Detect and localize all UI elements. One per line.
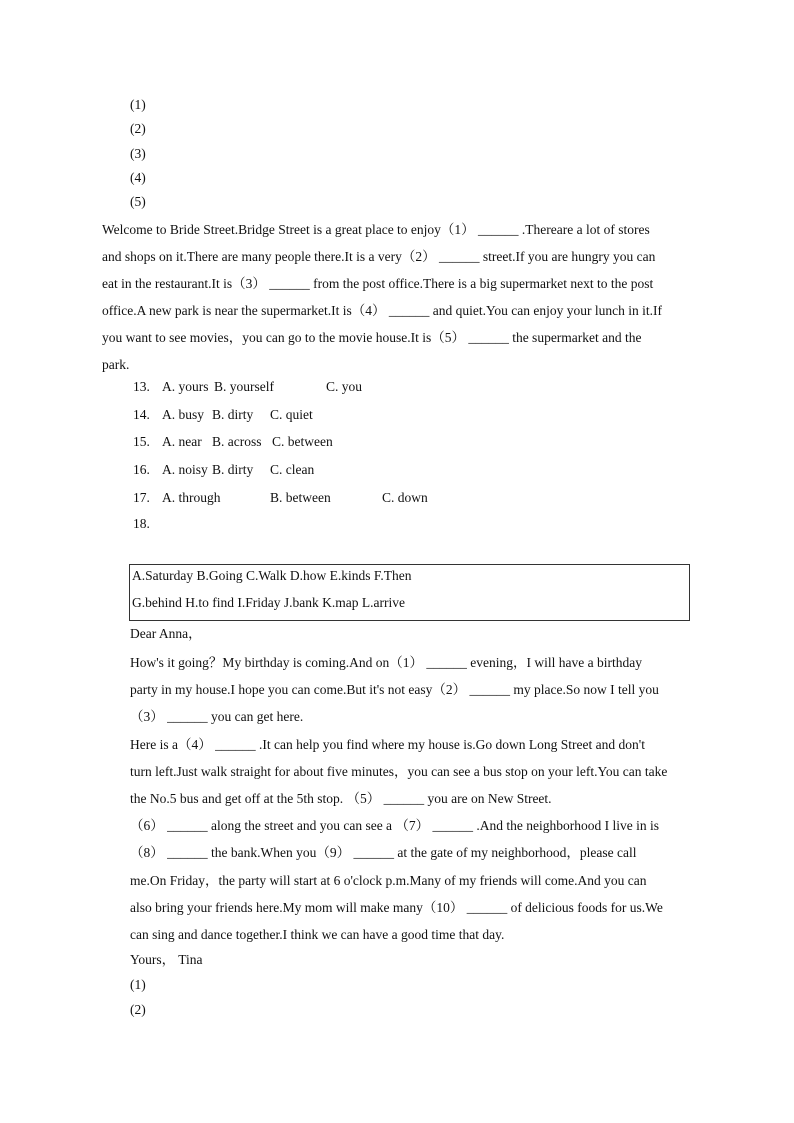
letter-line: How's it going？My birthday is coming.And on（1） ______ evening，I will have a birthday	[130, 655, 642, 670]
option-b: B. across	[212, 434, 262, 449]
letter-line: me.On Friday，the party will start at 6 o'clock p.m.Many of my friends will come.And you can	[130, 872, 647, 888]
option-c: C. between	[272, 434, 333, 449]
letter-line: Here is a（4） ______ .It can help you find where my house is.Go down Long Street and don't	[130, 736, 645, 752]
letter-line: also bring your friends here.My mom will make many（10） ______ of delicious foods for us.We	[130, 899, 663, 915]
reading-passage	[102, 216, 692, 378]
passage-line: you want to see movies，you can go to the movie house.It is（5） ______ the supermarket and the	[102, 330, 642, 345]
question-number: 16.	[133, 462, 150, 477]
passage-line: park.	[102, 357, 130, 372]
blank-label: (3)	[130, 146, 146, 161]
word-bank-box	[129, 564, 690, 621]
passage-line: and shops on it.There are many people there.It is a very（2） ______ street.If you are hungry you can	[102, 249, 656, 264]
letter-line: party in my house.I hope you can come.But it's not easy（2） ______ my place.So now I tell you	[130, 682, 659, 698]
letter-greeting: Dear Anna，	[130, 626, 202, 641]
option-c: C. quiet	[270, 407, 313, 422]
option-a: A. busy	[162, 407, 205, 422]
option-b: B. dirty	[212, 407, 254, 422]
option-c: C. clean	[270, 462, 315, 477]
letter-line: （8） ______ the bank.When you（9） ______ at the gate of my neighborhood，please call	[130, 845, 637, 861]
answer-blank-label: (1)	[130, 977, 146, 993]
option-b: B. dirty	[212, 462, 254, 477]
option-a: A. through	[162, 490, 221, 505]
letter-line: （6） ______ along the street and you can see a （7） ______ .And the neighborhood I live in is	[130, 818, 660, 834]
question-number: 14.	[133, 407, 150, 422]
option-c: C. you	[326, 379, 363, 394]
letter-signature: Yours， Tina	[130, 952, 203, 968]
letter-passage	[130, 624, 695, 1022]
question-number: 15.	[133, 434, 150, 449]
word-bank-row: A.Saturday B.Going C.Walk D.how E.kinds F.Then	[132, 568, 412, 583]
letter-line: can sing and dance together.I think we can have a good time that day.	[130, 927, 505, 943]
letter-line: turn left.Just walk straight for about five minutes，you can see a bus stop on your left.You can take	[130, 763, 668, 779]
option-b: B. yourself	[214, 379, 274, 394]
answer-blank-label: (2)	[130, 1002, 146, 1018]
option-c: C. down	[382, 490, 428, 505]
question-number: 18.	[133, 516, 150, 531]
question-number: 17.	[133, 490, 150, 505]
word-bank-row: G.behind H.to find I.Friday J.bank K.map L.arrive	[132, 595, 405, 610]
option-a: A. yours	[162, 379, 209, 394]
blank-label: (2)	[130, 121, 146, 136]
option-a: A. near	[162, 434, 202, 449]
question-number: 13.	[133, 379, 150, 394]
option-b: B. between	[270, 490, 331, 505]
blank-label: (5)	[130, 194, 146, 209]
blank-label: (1)	[130, 97, 146, 112]
letter-line: （3） ______ you can get here.	[130, 709, 304, 725]
passage-line: office.A new park is near the supermarket.It is（4） ______ and quiet.You can enjoy your lunch in it.If	[102, 303, 663, 318]
letter-line: the No.5 bus and get off at the 5th stop. （5） ______ you are on New Street.	[130, 791, 552, 807]
option-a: A. noisy	[162, 462, 208, 477]
passage-line: eat in the restaurant.It is（3） ______ from the post office.There is a big supermarket next to the post	[102, 276, 654, 291]
blank-label: (4)	[130, 170, 146, 185]
passage-line: Welcome to Bride Street.Bridge Street is a great place to enjoy（1） ______ .Thereare a lot of stores	[102, 222, 650, 237]
